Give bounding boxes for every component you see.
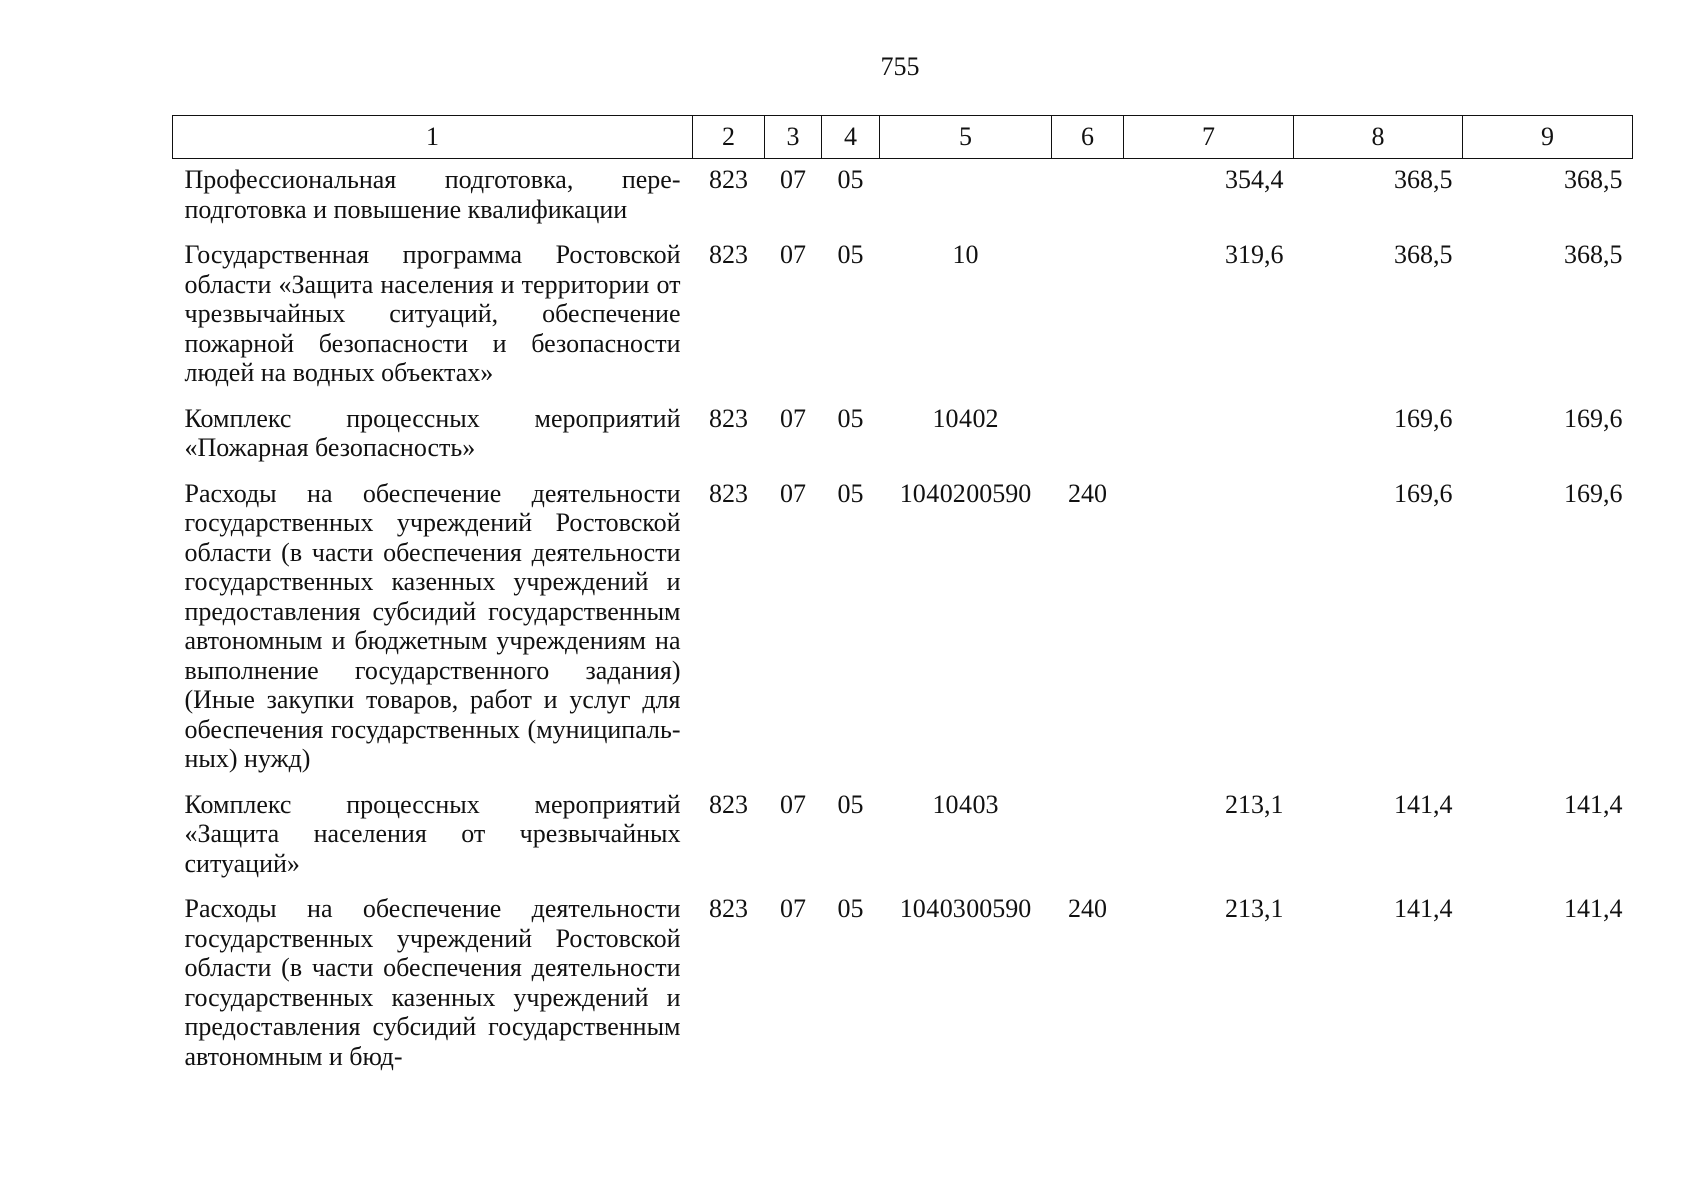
row-vr: 240 — [1068, 478, 1107, 508]
budget-table — [172, 115, 1633, 1081]
header-col-6: 6 — [1052, 116, 1124, 159]
row-csr: 10 — [952, 240, 979, 269]
table-body — [173, 159, 1633, 1082]
row-name: Комплекс процессных мероприятий «Пожарная безопасность» — [184, 403, 681, 462]
row-value-8: 368,5 — [1394, 240, 1453, 269]
row-value-9: 368,5 — [1564, 165, 1623, 194]
row-value-7: 354,4 — [1225, 165, 1284, 194]
table-header — [173, 116, 1633, 159]
row-ved: 823 — [709, 165, 748, 194]
row-name: Профессиональная подготовка, переподготовка и повышение квалификации — [184, 165, 681, 224]
row-value-9: 169,6 — [1564, 403, 1623, 433]
row-ved: 823 — [709, 403, 748, 433]
row-vr — [1052, 784, 1124, 889]
row-csr: 10 4 02 — [932, 403, 999, 433]
row-rz: 07 — [780, 894, 806, 923]
header-col-2: 2 — [693, 116, 765, 159]
row-rz: 07 — [780, 478, 806, 508]
header-col-4: 4 — [822, 116, 880, 159]
table-row — [173, 159, 1633, 235]
row-pr: 05 — [837, 403, 864, 433]
row-vr — [1052, 159, 1124, 235]
row-value-8: 141,4 — [1394, 789, 1453, 819]
header-col-7: 7 — [1124, 116, 1294, 159]
header-row — [173, 116, 1633, 159]
row-ved: 823 — [709, 240, 748, 269]
row-vr: 240 — [1068, 894, 1107, 923]
row-ved: 823 — [709, 789, 748, 819]
row-value-9: 368,5 — [1564, 240, 1623, 269]
row-vr — [1052, 234, 1124, 398]
row-pr: 05 — [837, 165, 864, 194]
row-value-8: 169,6 — [1394, 478, 1453, 508]
row-pr: 05 — [837, 894, 864, 923]
row-pr: 05 — [837, 240, 864, 269]
row-csr: 10 4 03 00590 — [899, 894, 1032, 923]
row-value-7 — [1124, 473, 1294, 784]
row-csr: 10 4 02 00590 — [899, 478, 1032, 508]
table-row — [173, 234, 1633, 398]
row-value-8: 368,5 — [1394, 165, 1453, 194]
row-ved: 823 — [709, 894, 748, 923]
header-col-5: 5 — [880, 116, 1052, 159]
table-row — [173, 888, 1633, 1081]
row-value-7: 213,1 — [1225, 894, 1284, 923]
row-rz: 07 — [780, 240, 806, 269]
table-row — [173, 473, 1633, 784]
row-csr — [880, 159, 1052, 235]
row-vr — [1052, 398, 1124, 473]
table-row — [173, 398, 1633, 473]
row-name: Расходы на обеспечение деятельности государственных учреждений Ростовской области (в части обеспечения деятельности государственных казенных учреждений и предоставления субсидий государственным автономным и бюджетным учреждениям на выполнение государственного задания) (Иные закупки товаров, работ и услуг для обеспечения государственных (муниципальных) нужд) — [184, 478, 681, 773]
page-number: 755 — [880, 52, 920, 81]
header-col-1: 1 — [173, 116, 693, 159]
table-row — [173, 784, 1633, 889]
row-rz: 07 — [780, 165, 806, 194]
row-value-9: 169,6 — [1564, 478, 1623, 508]
header-col-8: 8 — [1294, 116, 1463, 159]
row-name: Комплекс процессных мероприятий «Защита населения от чрезвычайных ситуаций» — [184, 789, 681, 878]
row-value-9: 141,4 — [1564, 894, 1623, 923]
row-rz: 07 — [780, 789, 806, 819]
row-ved: 823 — [709, 478, 748, 508]
row-rz: 07 — [780, 403, 806, 433]
row-value-9: 141,4 — [1564, 789, 1623, 819]
row-value-7: 213,1 — [1225, 789, 1284, 819]
header-col-9: 9 — [1463, 116, 1633, 159]
row-value-8: 141,4 — [1394, 894, 1453, 923]
row-pr: 05 — [837, 789, 864, 819]
row-pr: 05 — [837, 478, 864, 508]
row-name: Государственная программа Ростовской области «Защита населения и территории от чрезвычайных ситуаций, обеспечение пожарной безопасности и безопасности людей на водных объектах» — [184, 240, 681, 387]
row-name: Расходы на обеспечение деятельности государственных учреждений Ростовской области (в части обеспечения деятельности государственных казенных учреждений и предоставления субсидий государственным автономным и бюд- — [184, 894, 681, 1071]
row-csr: 10 4 03 — [932, 789, 999, 819]
row-value-7 — [1124, 398, 1294, 473]
row-value-7: 319,6 — [1225, 240, 1284, 269]
row-value-8: 169,6 — [1394, 403, 1453, 433]
header-col-3: 3 — [765, 116, 822, 159]
